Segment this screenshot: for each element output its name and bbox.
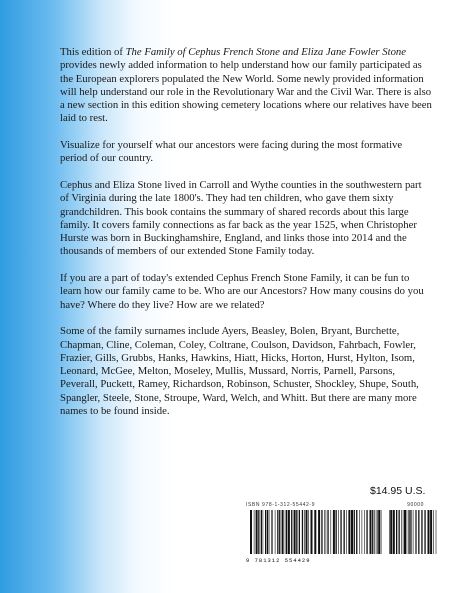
paragraph-cephus-eliza: Cephus and Eliza Stone lived in Carroll and Wythe counties in the southwestern part of Virginia during the late 1800's. They had ten children, who gave them sixty grandchildren. This book contains the summary of shared records about this large family. It covers family connections as far back as the year 1525, when Christopher Hurste was born in Buckinghamshire, England, and links those into 2014 and the thousands of members of our extended Stone Family today. xyxy=(60,178,422,258)
barcode-bar xyxy=(344,510,345,554)
barcode-bar xyxy=(285,510,286,554)
barcode-bar xyxy=(327,510,328,554)
barcode-bar xyxy=(410,510,411,554)
barcode-bar xyxy=(436,510,437,554)
isbn-barcode xyxy=(244,498,440,570)
barcode-bar xyxy=(263,510,264,554)
barcode-bar xyxy=(294,510,296,554)
addon-text: 90000 xyxy=(407,502,424,508)
barcode-bar xyxy=(408,510,409,554)
paragraph-questions: If you are a part of today's extended Cephus French Stone Family, it can be fun to learn how our family came to be. Who are our Ancestors? How many cousins do you have? Where do they live? How are we related? xyxy=(60,272,424,311)
barcode-bar xyxy=(331,510,332,554)
barcode-bar xyxy=(377,510,378,554)
barcode-bar xyxy=(403,510,404,554)
barcode-bar xyxy=(404,510,406,554)
barcode-bar xyxy=(304,510,305,554)
barcode-bar xyxy=(336,510,337,554)
barcode-bar xyxy=(306,510,308,554)
barcode-bar xyxy=(364,510,365,554)
barcode-bar xyxy=(302,510,303,554)
barcode-bar xyxy=(286,510,287,554)
barcode-bar xyxy=(250,510,252,554)
barcode-bar xyxy=(413,510,414,554)
barcode-bar xyxy=(314,510,316,554)
barcode-bar xyxy=(351,510,353,554)
barcode-bar xyxy=(430,510,432,554)
barcode-bar xyxy=(418,510,419,554)
barcode-bar xyxy=(396,510,397,554)
barcode-bar xyxy=(340,510,341,554)
barcode-bar xyxy=(318,510,320,554)
barcode-bar xyxy=(346,510,347,554)
barcode-bar xyxy=(366,510,367,554)
barcode-bar xyxy=(390,510,392,554)
barcode-bar xyxy=(288,510,290,554)
intro-lead: This edition of xyxy=(60,46,126,58)
barcode-bar xyxy=(399,510,400,554)
barcode-bar xyxy=(359,510,360,554)
barcode-bar xyxy=(311,510,313,554)
barcode-bar xyxy=(393,510,395,554)
barcode-bar xyxy=(279,510,280,554)
book-title: The Family of Cephus French Stone and Eliza Jane Fowler Stone xyxy=(125,46,407,58)
barcode-bar xyxy=(354,510,355,554)
barcode-bar xyxy=(256,510,258,554)
barcode-bar xyxy=(428,510,430,554)
barcode-bar xyxy=(267,510,268,554)
barcode-bar xyxy=(374,510,375,554)
barcode-bar xyxy=(275,510,276,554)
barcode-bar xyxy=(416,510,417,554)
barcode-bar xyxy=(362,510,363,554)
barcode-bar xyxy=(269,510,270,554)
barcode-bar xyxy=(271,510,272,554)
barcode-bar xyxy=(261,510,262,554)
barcode-bar xyxy=(433,510,434,554)
barcode-digits: 9 781312 554429 xyxy=(246,557,311,564)
back-cover-text xyxy=(60,46,432,432)
barcode-bars xyxy=(250,510,382,554)
barcode-bar xyxy=(378,510,380,554)
barcode-bar xyxy=(299,510,300,554)
barcode-bar xyxy=(272,510,273,554)
barcode-bar xyxy=(381,510,382,554)
intro-rest: provides newly added information to help understand how our family participated as the European explorers populated the New World. Some newly provided information will help understand our role in the Revolutionary War and the Civil War. There is also a new section in this edition showing cemetery locations where our relatives have been laid to rest. xyxy=(60,59,432,125)
barcode-bar xyxy=(277,510,278,554)
barcode-bar xyxy=(389,510,390,554)
isbn-text: ISBN 978-1-312-55442-9 xyxy=(246,502,316,508)
paragraph-visualize: Visualize for yourself what our ancestors were facing during the most formative period of our country. xyxy=(60,139,403,165)
barcode-bar xyxy=(282,510,284,554)
barcode-bar xyxy=(376,510,377,554)
barcode-bar xyxy=(401,510,402,554)
barcode-bar xyxy=(254,510,255,554)
barcode-bar xyxy=(370,510,372,554)
barcode-bar xyxy=(308,510,309,554)
addon-barcode-bars xyxy=(389,510,437,554)
barcode-bar xyxy=(372,510,373,554)
barcode-bar xyxy=(296,510,297,554)
barcode-bar xyxy=(356,510,357,554)
barcode-bar xyxy=(291,510,292,554)
barcode-bar xyxy=(348,510,350,554)
barcode-bar xyxy=(415,510,416,554)
price-label: $14.95 U.S. xyxy=(370,485,426,497)
barcode-bar xyxy=(324,510,325,554)
paragraph-surnames: Some of the family surnames include Ayers, Beasley, Bolen, Bryant, Burchette, Chapman, Cline, Coleman, Coley, Coltrane, Coulson, Davidson, Fahrbach, Fowler, Frazier, Gills, Grubbs, Hanks, Hawkins, Hiatt, Hicks, Horton, Hurst, Hylton, Isom, Leonard, McGee, Melton, Moseley, Mullis, Mussard, Norris, Parnell, Parsons, Peverall, Puckett, Ramey, Richardson, Robinson, Schuster, Shockley, Shupe, South, Spangler, Steele, Stone, Stroupe, Ward, Welch, and Whitt. But there are many more names to be found inside. xyxy=(60,325,419,418)
barcode-bar xyxy=(265,510,266,554)
barcode-bar xyxy=(421,510,422,554)
barcode-bar xyxy=(258,510,259,554)
barcode-bar xyxy=(407,510,408,554)
barcode-bar xyxy=(321,510,322,554)
barcode-bar xyxy=(338,510,339,554)
barcode-bar xyxy=(424,510,425,554)
barcode-bar xyxy=(326,510,327,554)
intro-paragraph xyxy=(60,46,432,126)
barcode-bar xyxy=(333,510,335,554)
